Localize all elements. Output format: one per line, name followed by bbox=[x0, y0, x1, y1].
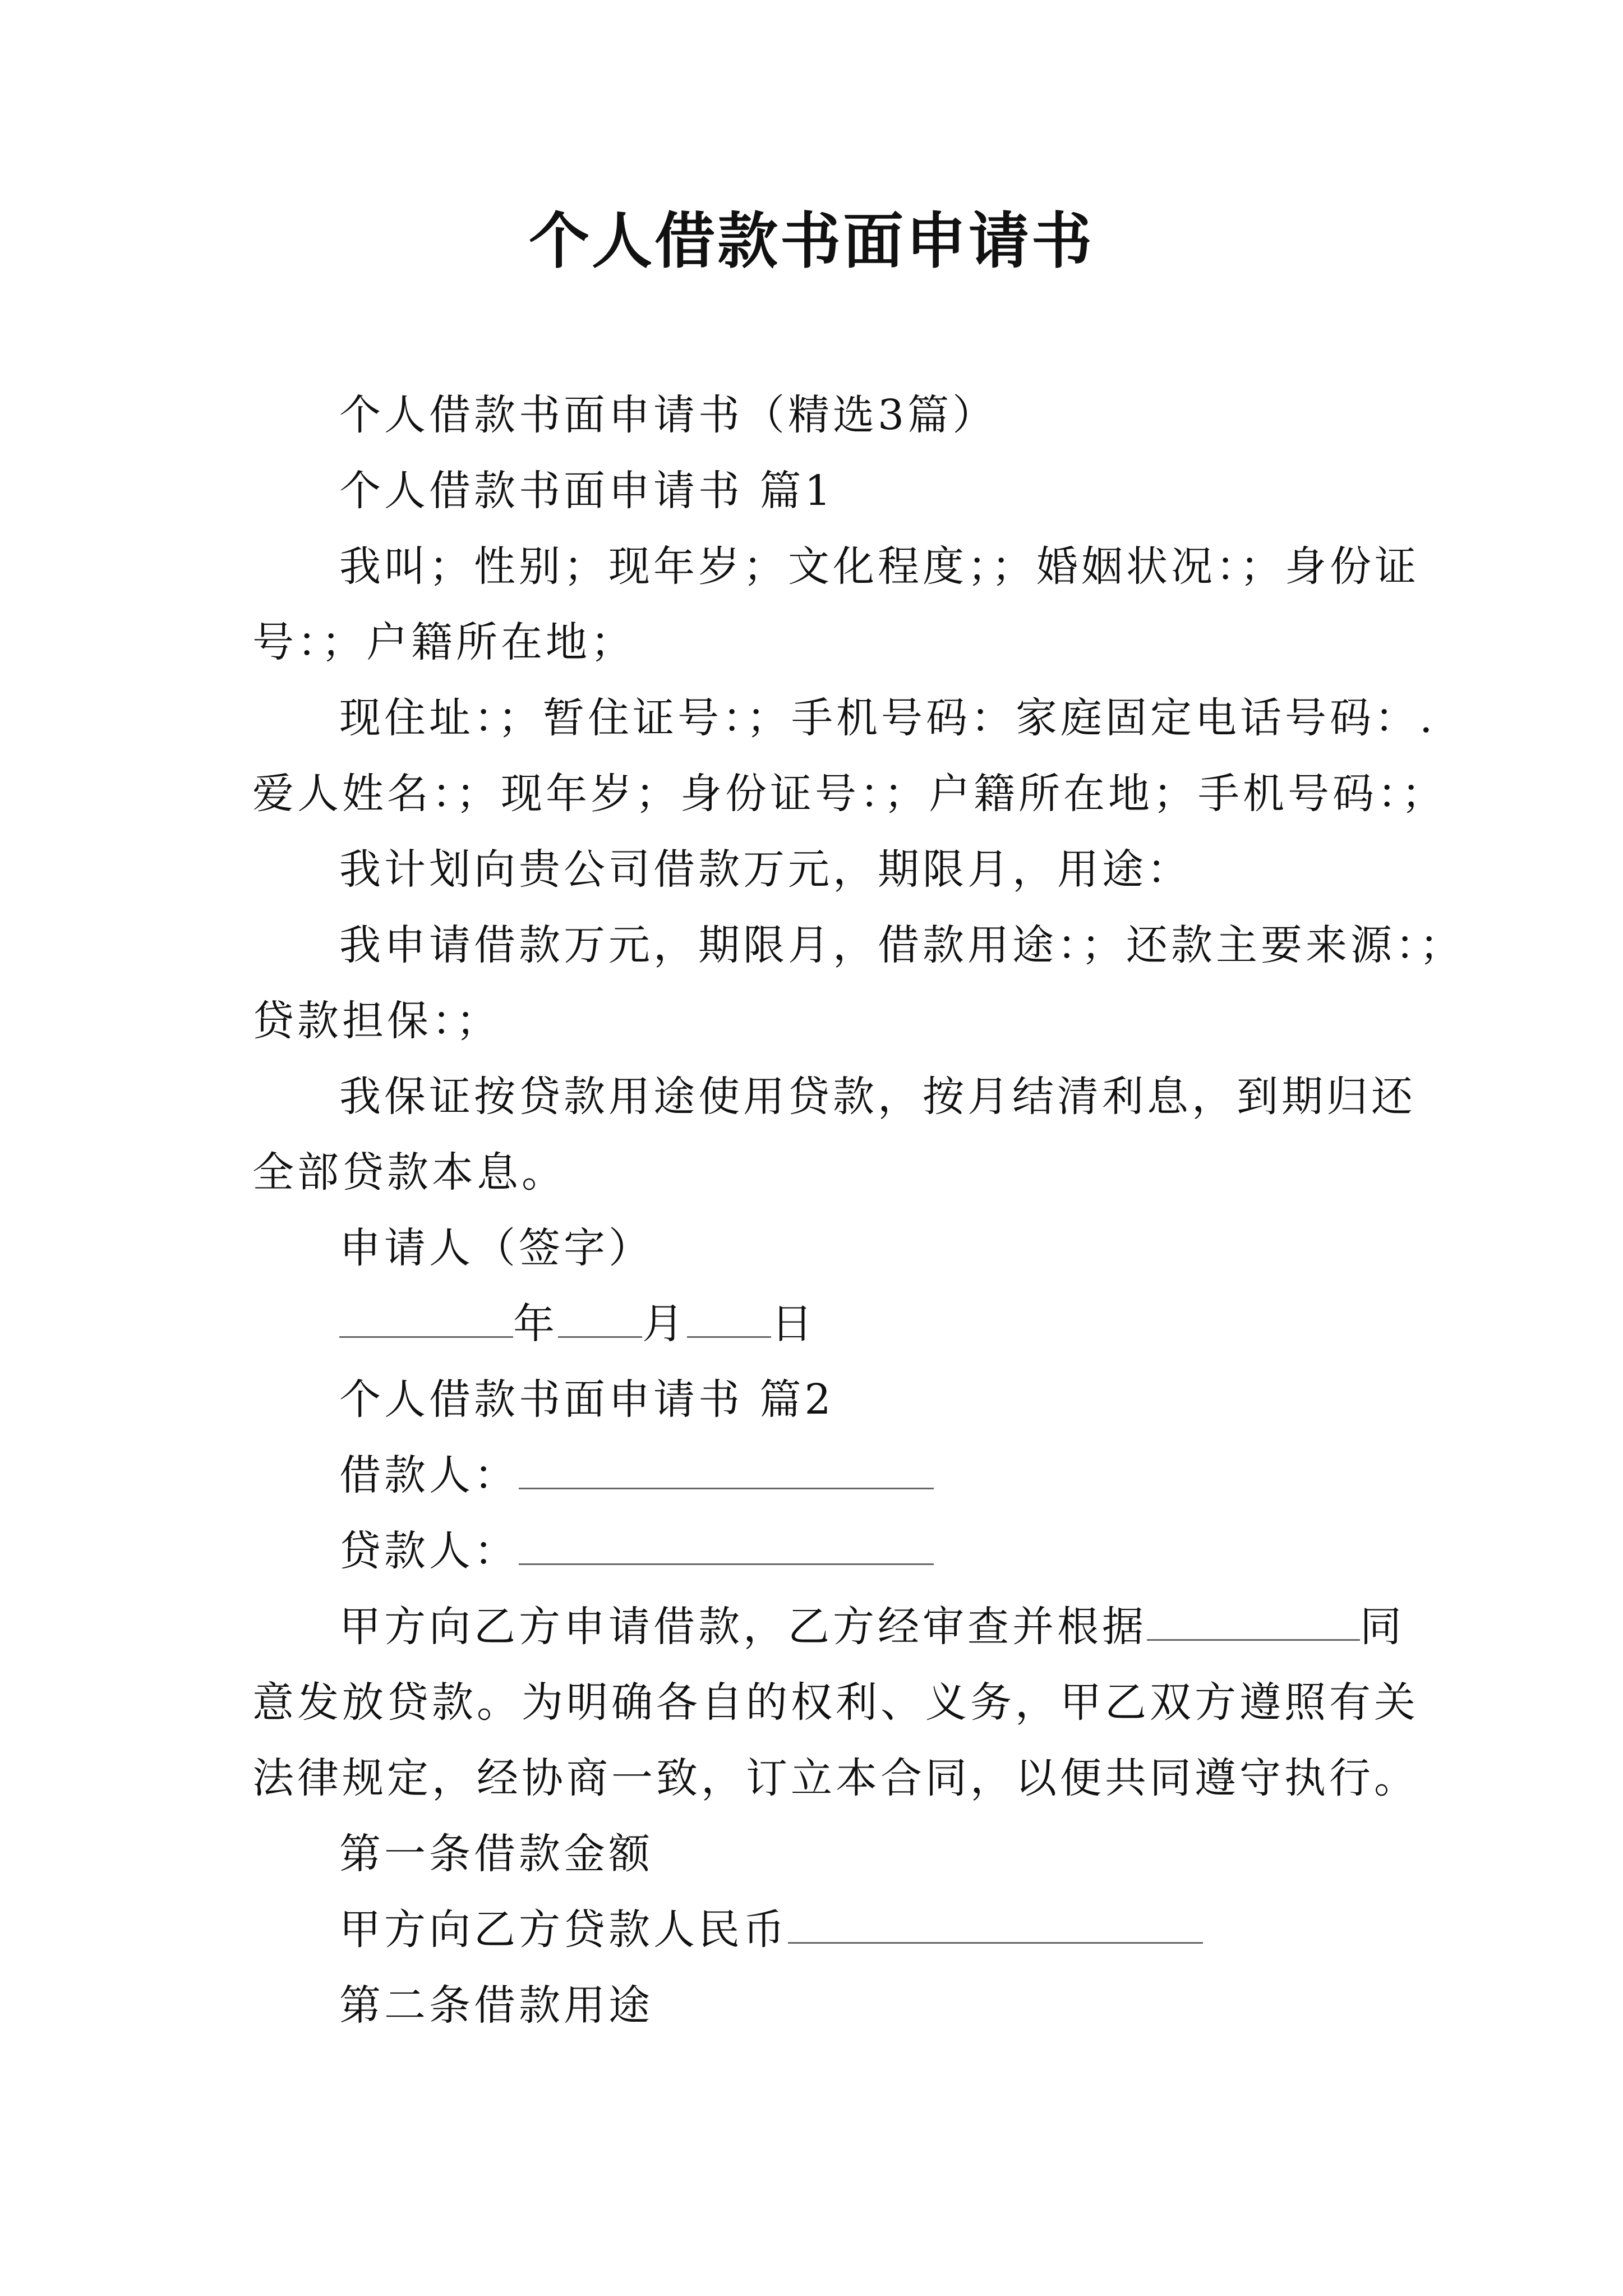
section-heading: 个人借款书面申请书 篇2 bbox=[339, 1375, 834, 1424]
paragraph: 意发放贷款。为明确各自的权利、义务，甲乙双方遵照有关 bbox=[252, 1678, 1419, 1727]
year-blank[interactable] bbox=[339, 1297, 513, 1338]
date-line bbox=[339, 1296, 816, 1352]
paragraph: 我叫；性别；现年岁；文化程度；；婚姻状况：；身份证 bbox=[339, 542, 1419, 591]
amount-label: 甲方向乙方贷款人民币 bbox=[339, 1906, 788, 1954]
month-label: 月 bbox=[642, 1300, 687, 1348]
article-heading: 第二条借款用途 bbox=[339, 1981, 653, 2030]
paragraph: 爱人姓名：；现年岁；身份证号：；户籍所在地；手机号码：； bbox=[252, 770, 1446, 818]
year-label: 年 bbox=[513, 1300, 558, 1348]
article-heading: 第一条借款金额 bbox=[339, 1830, 653, 1878]
paragraph: 贷款担保：； bbox=[252, 997, 501, 1045]
paragraph: 全部贷款本息。 bbox=[252, 1148, 566, 1197]
paragraph-text: 同 bbox=[1360, 1603, 1405, 1651]
paragraph: 号：；户籍所在地； bbox=[252, 618, 635, 666]
lender-blank[interactable] bbox=[519, 1524, 934, 1565]
paragraph: 我计划向贵公司借款万元，期限月，用途： bbox=[339, 845, 1192, 894]
paragraph: 法律规定，经协商一致，订立本合同，以便共同遵守执行。 bbox=[252, 1754, 1419, 1802]
day-label: 日 bbox=[771, 1300, 816, 1348]
paragraph-text: 甲方向乙方申请借款，乙方经审查并根据 bbox=[339, 1603, 1147, 1651]
lender-label: 贷款人： bbox=[339, 1527, 519, 1575]
basis-blank[interactable] bbox=[1147, 1600, 1360, 1641]
paragraph: 个人借款书面申请书（精选3篇） bbox=[339, 391, 998, 439]
day-blank[interactable] bbox=[687, 1297, 771, 1338]
amount-line bbox=[339, 1902, 1203, 1958]
lender-line bbox=[339, 1523, 934, 1579]
borrower-line bbox=[339, 1447, 934, 1503]
paragraph: 我保证按贷款用途使用贷款，按月结清利息，到期归还 bbox=[339, 1073, 1416, 1121]
borrower-blank[interactable] bbox=[519, 1448, 934, 1489]
paragraph: 个人借款书面申请书 篇1 bbox=[339, 467, 834, 515]
paragraph bbox=[339, 1599, 1405, 1655]
month-blank[interactable] bbox=[558, 1297, 642, 1338]
paragraph: 现住址：；暂住证号：；手机号码：家庭固定电话号码：. bbox=[339, 694, 1436, 742]
paragraph: 我申请借款万元，期限月，借款用途：；还款主要来源：； bbox=[339, 921, 1464, 969]
borrower-label: 借款人： bbox=[339, 1451, 519, 1499]
document-title: 个人借款书面申请书 bbox=[528, 206, 1094, 277]
signature-label: 申请人（签字） bbox=[339, 1224, 653, 1272]
amount-blank[interactable] bbox=[788, 1903, 1203, 1944]
